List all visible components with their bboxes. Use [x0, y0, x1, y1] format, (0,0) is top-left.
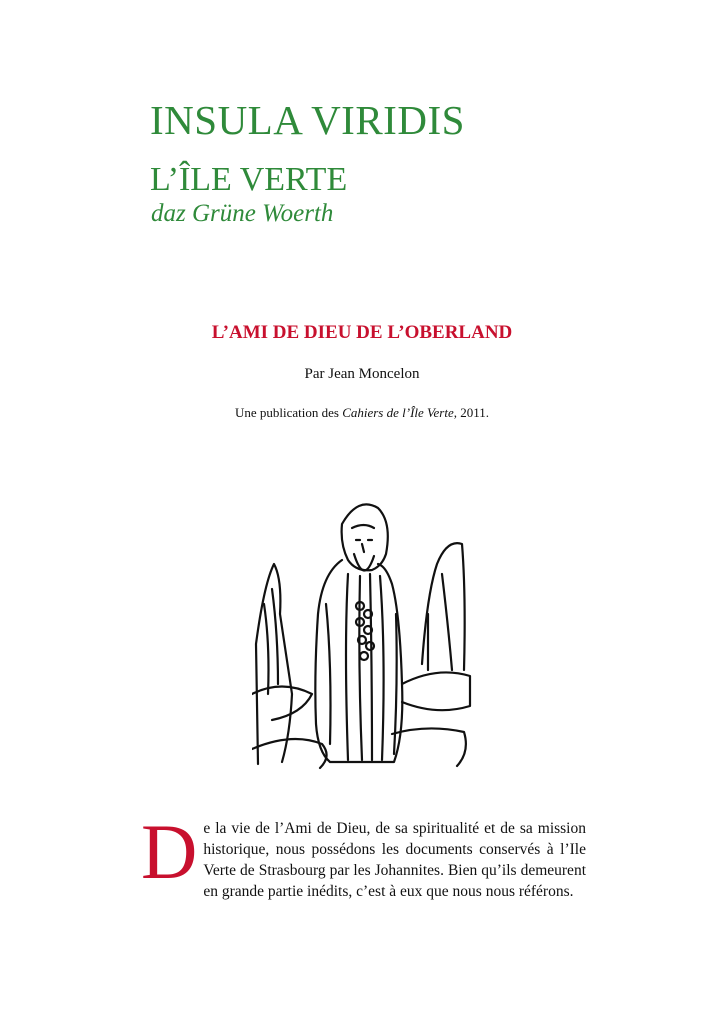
publication-suffix: , 2011.: [453, 405, 490, 420]
journal-tagline: daz Grüne Woerth: [151, 200, 334, 227]
journal-title: INSULA VIRIDIS: [150, 97, 465, 143]
publication-journal: Cahiers de l’Île Verte: [342, 405, 454, 420]
woodcut-robed-figure-icon: [252, 494, 472, 770]
publication-prefix: Une publication des: [234, 405, 343, 420]
article-title: L’AMI DE DIEU DE L’OBERLAND: [211, 322, 513, 343]
intro-paragraph: [141, 808, 586, 902]
journal-subtitle: L’ÎLE VERTE: [150, 161, 348, 198]
drop-cap: D: [141, 808, 198, 895]
publication-line: [0, 405, 724, 421]
author-byline: Par Jean Moncelon: [304, 366, 420, 382]
intro-text: e la vie de l’Ami de Dieu, de sa spiritualité et de sa mission historique, nous possédons les documents conservés à l’Ile Verte de Strasbourg par les Johannites. Bien qu’ils demeurent en grande partie inédits, c’est à eux que nous nous référons.: [203, 820, 586, 900]
